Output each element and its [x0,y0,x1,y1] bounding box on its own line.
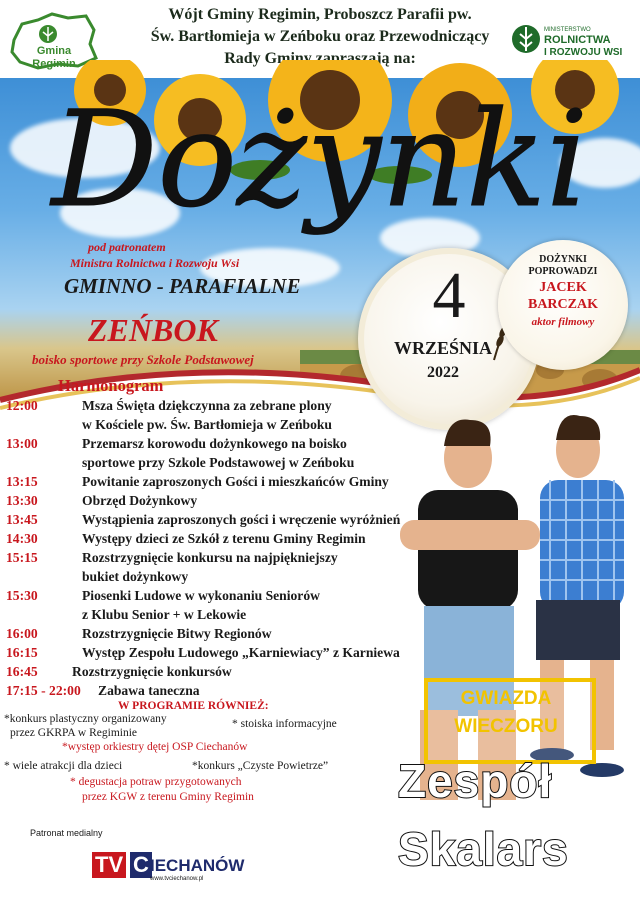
tv-logo-c: C [130,852,152,878]
schedule-item [6,493,198,509]
schedule-time: 16:00 [6,626,38,641]
schedule-desc: Piosenki Ludowe w wykonaniu Seniorów [82,588,320,603]
schedule-heading: Harmonogram [58,376,164,395]
schedule-item [6,645,400,661]
patronage-line-1: pod patronatem [88,240,166,254]
schedule-time: 12:00 [6,398,38,413]
schedule-time: 13:45 [6,512,38,527]
schedule-desc: Powitanie zaproszonych Gości i mieszkańców Gminy [82,474,389,489]
header-line-3: Rady Gminy zapraszają na: [224,50,416,67]
schedule-item [6,474,389,490]
gmina-logo-line2: Regimin [32,58,76,70]
date-year: 2022 [427,364,459,381]
program-item: *występ orkiestry dętej OSP Ciechanów [62,741,248,753]
schedule-desc: Przemarsz korowodu dożynkowego na boisko [82,436,347,451]
schedule-desc: Obrzęd Dożynkowy [82,493,198,508]
header-line-1: Wójt Gminy Regimin, Proboszcz Parafii pw. [168,6,472,23]
star-line-2: WIECZORU [454,716,558,737]
program-item: przez GKRPA w Regiminie [10,727,138,739]
schedule-time: 16:15 [6,645,38,660]
schedule-item [6,436,347,452]
program-item: * stoiska informacyjne [232,718,337,730]
date-month: WRZEŚNIA [393,338,493,358]
schedule-time: 14:30 [6,531,38,546]
ministry-logo-line2: I ROZWOJU WSI [544,47,623,58]
program-item: *konkurs plastyczny organizowany [4,713,167,725]
media-patron-label: Patronat medialny [30,828,103,838]
schedule-desc: Msza Święta dziękczynna za zebrane plony [82,398,332,413]
tv-logo-url: www.tvciechanow.pl [150,876,204,882]
band-name-line-1: Zespół [398,755,553,807]
ministry-logo-small: MINISTERSTWO [544,27,591,33]
schedule-item [6,550,338,566]
program-item: przez KGW z terenu Gminy Regimin [82,791,254,803]
host-name-2: BARCZAK [527,297,598,312]
schedule-item [6,664,232,680]
schedule-desc: Wystąpienia zaproszonych gości i wręczenie wyróżnień [82,512,401,527]
subtitle: GMINNO - PARAFIALNE [64,274,301,298]
host-role: aktor filmowy [531,316,595,328]
place-name: ZEŃBOK [88,312,218,348]
schedule-desc-cont: z Klubu Senior + w Lekowie [82,607,247,622]
schedule-desc: Zabawa taneczna [98,683,200,698]
schedule-desc-cont: sportowe przy Szkole Podstawowej w Zeńboku [82,455,355,470]
schedule-time: 17:15 - 22:00 [6,683,81,698]
patronage-line-2: Ministra Rolnictwa i Rozwoju Wsi [70,256,240,270]
tv-logo-rest: IECHANÓW [150,856,245,875]
host-line-2: POPROWADZI [528,266,598,277]
event-title [40,70,600,250]
schedule-desc: Rozstrzygnięcie konkursu na najpiękniejszy [82,550,338,565]
schedule-time: 13:15 [6,474,38,489]
star-line-1: GWIAZDA [460,688,552,709]
host-name-1: JACEK [539,280,587,295]
schedule-item [6,683,200,699]
schedule-item [6,588,320,604]
schedule-item [6,512,401,528]
date-day: 4 [432,259,466,332]
schedule-desc: Rozstrzygnięcie Bitwy Regionów [82,626,272,641]
host-line-1: DOŻYNKI [539,254,587,265]
tv-logo-tv: TV [92,852,126,878]
schedule-time: 15:30 [6,588,38,603]
program-item: * wiele atrakcji dla dzieci [4,760,123,772]
host-badge [498,240,628,370]
schedule-item [6,626,272,642]
program-item: * degustacja potraw przygotowanych [70,776,242,788]
schedule-desc-cont: bukiet dożynkowy [82,569,189,584]
ministry-logo [510,18,635,60]
schedule-desc: Występy dzieci ze Szkół z terenu Gminy Regimin [82,531,366,546]
event-title-text: Dożynki [51,83,589,237]
program-item: *konkurs „Czyste Powietrze” [192,760,329,772]
schedule-time: 15:15 [6,550,38,565]
place-detail: boisko sportowe przy Szkole Podstawowej [32,352,254,367]
schedule-time: 13:30 [6,493,38,508]
schedule-item [6,398,332,414]
schedule-desc: Rozstrzygnięcie konkursów [72,664,232,679]
schedule-time: 16:45 [6,664,38,679]
tv-ciechanow-logo [92,850,245,886]
program-heading: W PROGRAMIE RÓWNIEŻ: [118,700,269,712]
schedule-desc: Występ Zespołu Ludowego „Karniewiacy” z Karniewa [82,645,400,660]
gmina-logo-line1: Gmina [36,45,72,57]
schedule-time: 13:00 [6,436,38,451]
band-name-line-2: Skalars [398,823,569,875]
header-line-2: Św. Bartłomieja w Zeńboku oraz Przewodniczący [150,28,490,45]
ministry-logo-line1: ROLNICTWA [544,34,611,46]
schedule-desc-cont: w Kościele pw. Św. Bartłomieja w Zeńboku [82,417,332,432]
schedule-item [6,531,366,547]
